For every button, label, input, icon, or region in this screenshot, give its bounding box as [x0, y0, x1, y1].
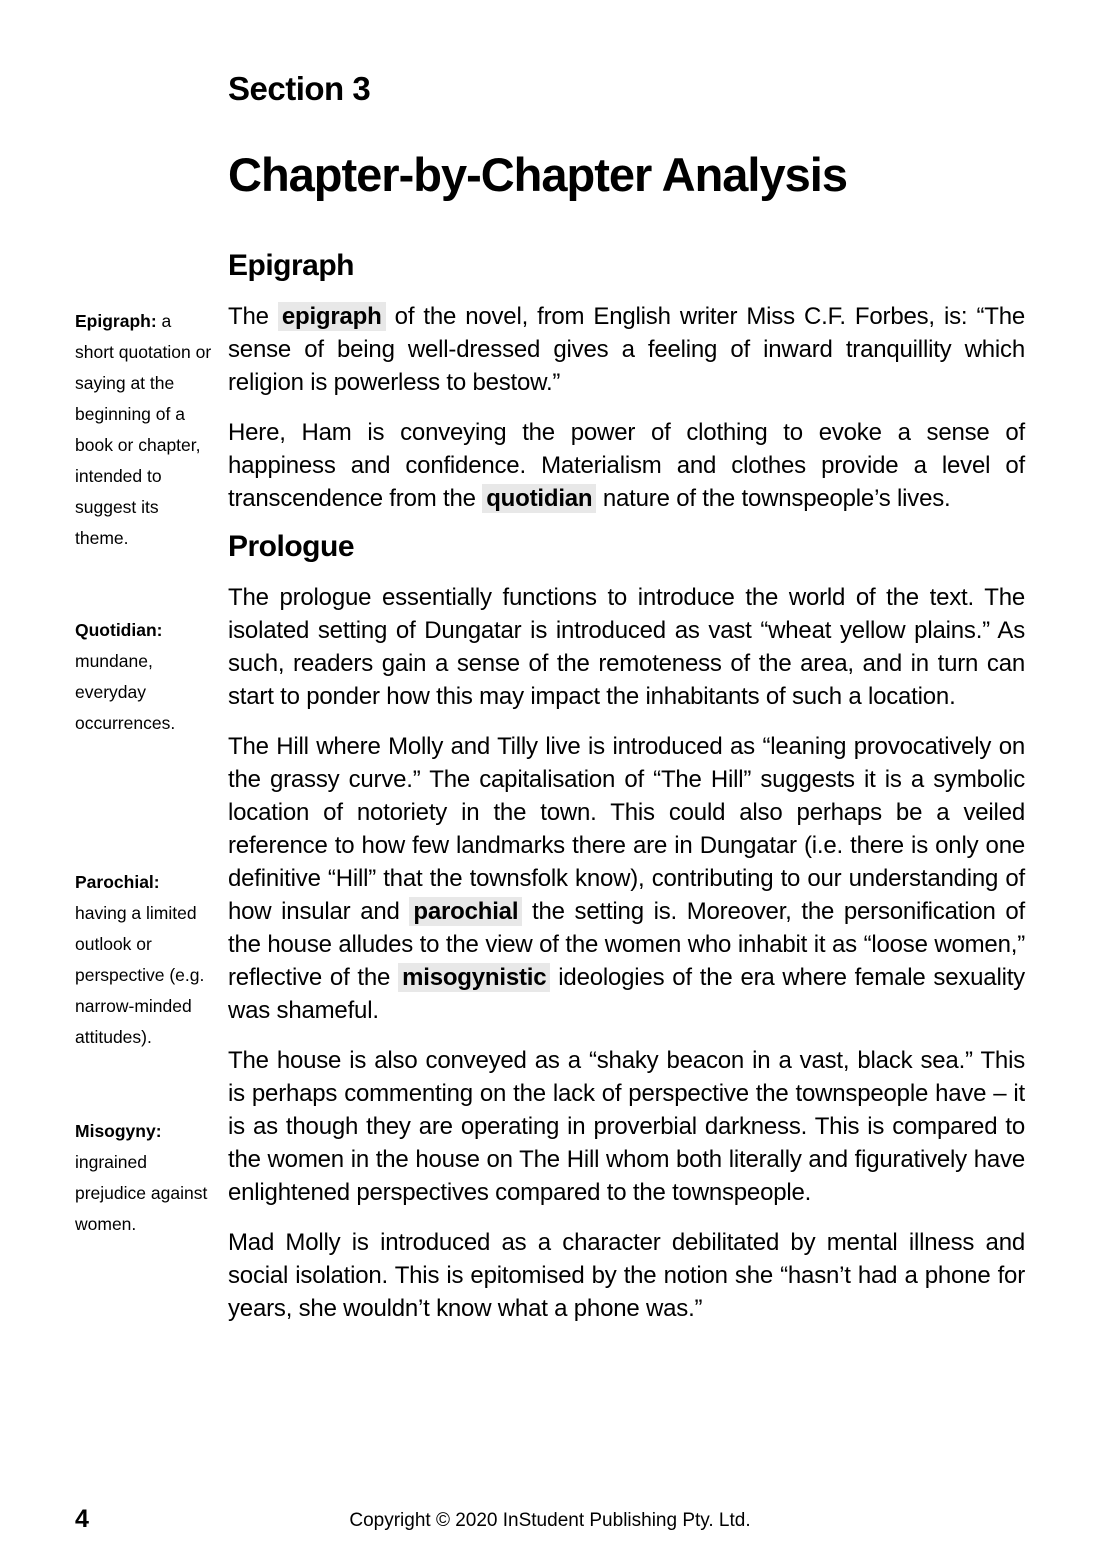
body-text: nature of the townspeople’s lives. [596, 485, 951, 513]
body-text: ideologies of the era where female sexuality was shameful. [228, 964, 1025, 1025]
paragraph-prologue-2 [228, 730, 1025, 1027]
margin-note-parochial [75, 867, 213, 1053]
glossary-term: Parochial: [75, 872, 160, 892]
margin-note-misogyny [75, 1116, 213, 1240]
page-title: Chapter-by-Chapter Analysis [228, 147, 847, 201]
glossary-term: Misogyny: [75, 1121, 162, 1141]
copyright-notice: Copyright © 2020 InStudent Publishing Pty. Ltd. [349, 1510, 751, 1531]
body-text: Here, Ham is conveying the power of clothing to evoke a sense of happiness and confidence. Materialism and clothes provide a level of transcendence from the [228, 419, 1025, 513]
paragraph-epigraph-2 [228, 416, 1025, 515]
heading-epigraph: Epigraph [228, 249, 355, 283]
glossary-definition: ingrained prejudice against women. [75, 1152, 208, 1234]
page-number: 4 [75, 1505, 89, 1533]
section-label: Section 3 [228, 70, 371, 107]
paragraph-prologue-4 [228, 1226, 1025, 1325]
body-text: the setting is. Moreover, the personification of the house alludes to the view of the women who inhabit it as “loose women,” reflective of the [228, 898, 1025, 992]
highlighted-term-misogynistic: misogynistic [398, 963, 550, 992]
glossary-term: Quotidian: [75, 620, 163, 640]
body-text: of the novel, from English writer Miss C.F. Forbes, is: “The sense of being well-dressed gives a feeling of inward tranquillity which religion is powerless to bestow.” [228, 303, 1025, 397]
highlighted-term-epigraph: epigraph [278, 302, 386, 331]
glossary-definition: having a limited outlook or perspective (e.g. narrow-minded attitudes). [75, 903, 205, 1047]
body-text: The prologue essentially functions to introduce the world of the text. The isolated setting of Dungatar is introduced as vast “wheat yellow plains.” As such, readers gain a sense of the remoteness of the area, and in turn can start to ponder how this may impact the inhabitants of such a location. [228, 584, 1025, 711]
body-text: The Hill where Molly and Tilly live is introduced as “leaning provocatively on the grassy curve.” The capitalisation of “The Hill” suggests it is a symbolic location of notoriety in the town. This could also perhaps be a veiled reference to how few landmarks there are in Dungatar (i.e. there is only one definitive “Hill” that the townsfolk know), contributing to our understanding of how insular and [228, 733, 1025, 926]
highlighted-term-quotidian: quotidian [482, 484, 596, 513]
glossary-term: Epigraph: [75, 311, 157, 331]
paragraph-prologue-1 [228, 581, 1025, 713]
margin-note-quotidian [75, 615, 213, 739]
body-text: The [228, 303, 278, 331]
glossary-definition: a short quotation or saying at the beginning of a book or chapter, intended to suggest its theme. [75, 311, 212, 548]
body-text: Mad Molly is introduced as a character debilitated by mental illness and social isolation. This is epitomised by the notion she “hasn’t had a phone for years, she wouldn’t know what a phone was.” [228, 1229, 1025, 1323]
paragraph-prologue-3 [228, 1044, 1025, 1209]
margin-note-epigraph [75, 306, 213, 554]
highlighted-term-parochial: parochial [409, 897, 522, 926]
glossary-definition: mundane, everyday occurrences. [75, 651, 176, 733]
paragraph-epigraph-1 [228, 300, 1025, 399]
heading-prologue: Prologue [228, 530, 355, 564]
body-text: The house is also conveyed as a “shaky beacon in a vast, black sea.” This is perhaps commenting on the lack of perspective the townspeople have – it is as though they are operating in proverbial darkness. This is compared to the women in the house on The Hill whom both literally and figuratively have enlightened perspectives compared to the townspeople. [228, 1047, 1025, 1207]
